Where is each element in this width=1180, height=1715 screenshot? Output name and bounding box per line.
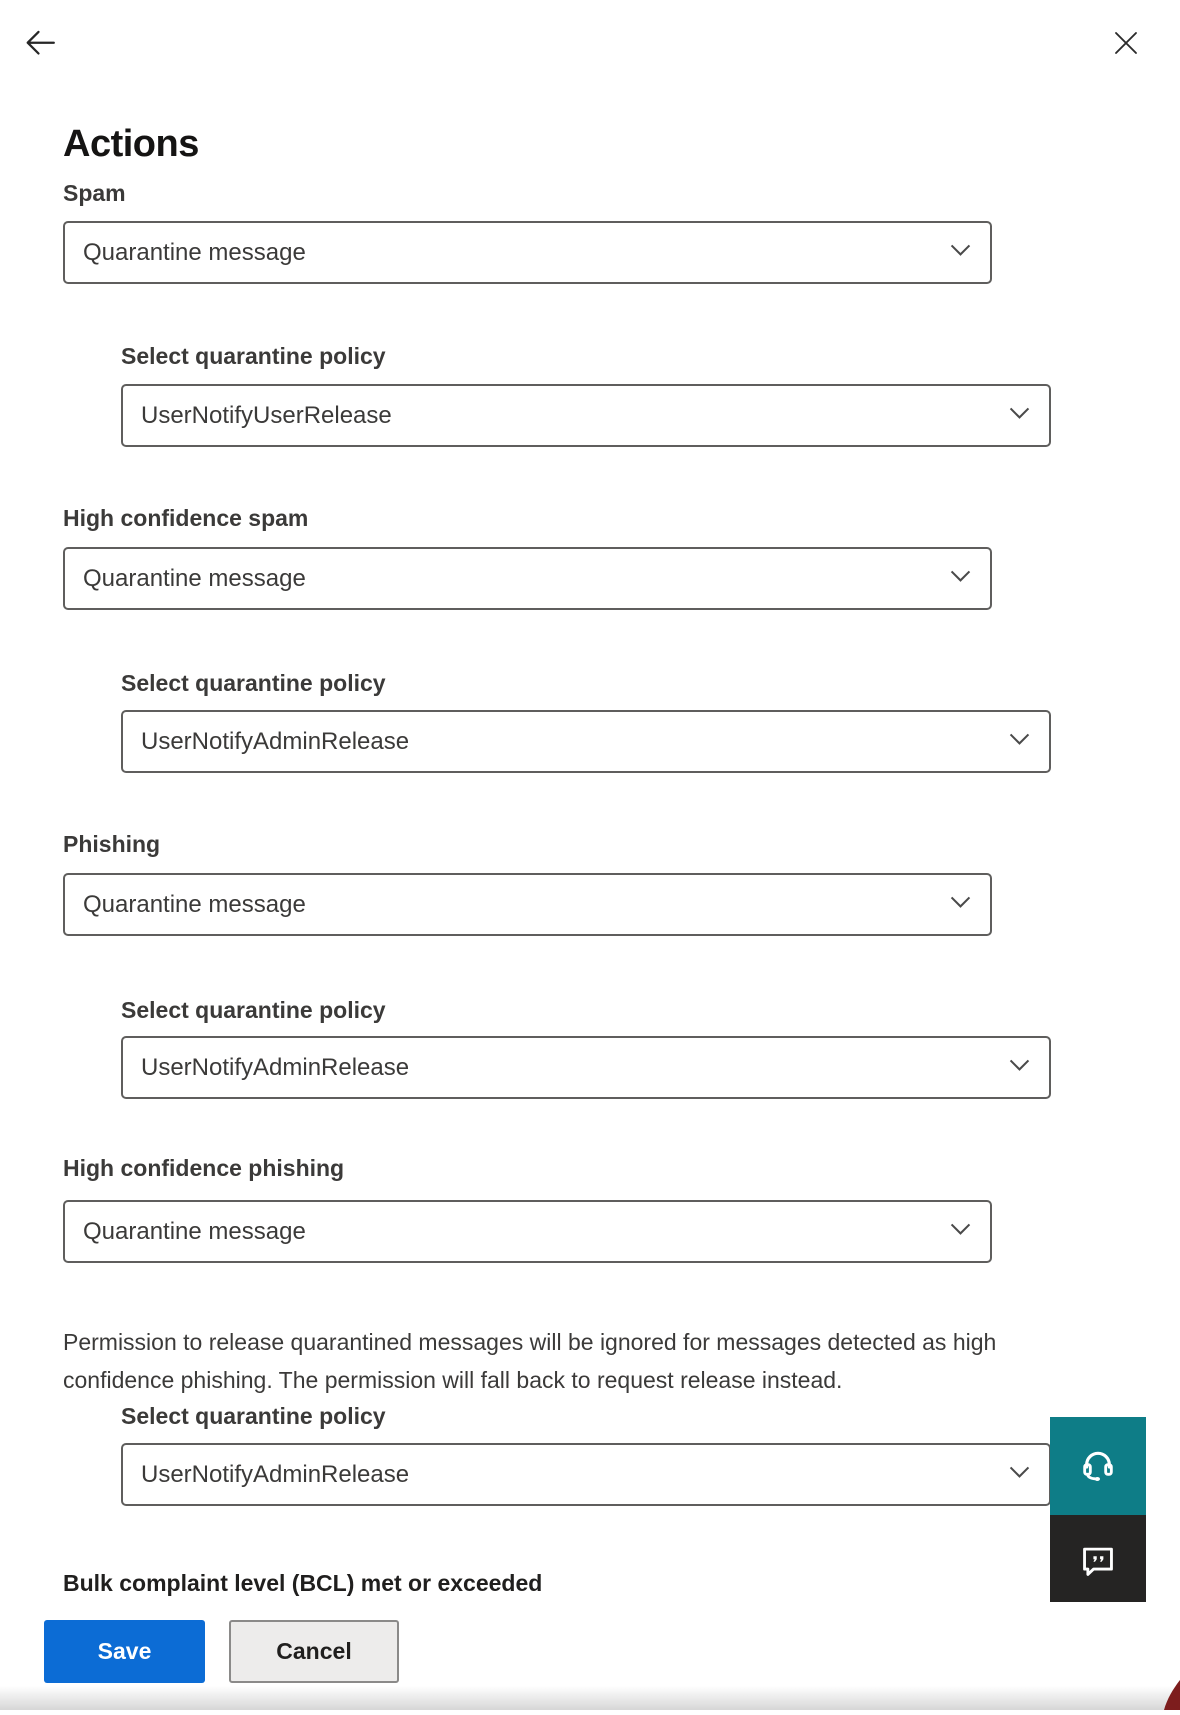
chevron-down-icon (1006, 725, 1033, 759)
feedback-button[interactable] (1050, 1515, 1146, 1610)
selected-value: UserNotifyAdminRelease (141, 1460, 410, 1488)
phishing-quarantine-policy-dropdown[interactable] (121, 1036, 1051, 1099)
high-confidence-spam-action-dropdown[interactable] (63, 547, 992, 610)
hcs-quarantine-policy-dropdown[interactable] (121, 710, 1051, 773)
back-arrow-icon (22, 25, 58, 64)
bcl-section-label: Bulk complaint level (BCL) met or exceeded (63, 1570, 543, 1596)
selected-value: Quarantine message (83, 1217, 306, 1245)
hcs-quarantine-policy-label: Select quarantine policy (121, 670, 386, 696)
chevron-down-icon (1006, 399, 1033, 433)
hcp-quarantine-policy-dropdown[interactable] (121, 1443, 1051, 1506)
chevron-down-icon (947, 236, 974, 270)
page-title: Actions (63, 123, 199, 166)
phishing-action-dropdown[interactable] (63, 873, 992, 936)
selected-value: Quarantine message (83, 238, 306, 266)
headset-icon (1078, 1445, 1118, 1488)
selected-value: Quarantine message (83, 564, 306, 592)
chevron-down-icon (947, 888, 974, 922)
close-button[interactable] (1106, 24, 1146, 64)
spam-quarantine-policy-label: Select quarantine policy (121, 343, 386, 369)
selected-value: UserNotifyUserRelease (141, 401, 392, 429)
selected-value: Quarantine message (83, 890, 306, 918)
phishing-label: Phishing (63, 831, 161, 857)
spam-label: Spam (63, 180, 126, 206)
high-confidence-phishing-label: High confidence phishing (63, 1155, 345, 1181)
footer-bar (0, 1602, 1180, 1710)
cancel-button[interactable]: Cancel (229, 1620, 399, 1683)
high-confidence-spam-label: High confidence spam (63, 505, 309, 531)
chevron-down-icon (1006, 1458, 1033, 1492)
save-button[interactable]: Save (44, 1620, 205, 1683)
high-confidence-phishing-action-dropdown[interactable] (63, 1200, 992, 1263)
back-button[interactable] (20, 24, 60, 64)
chat-icon (1079, 1542, 1117, 1583)
hcp-quarantine-policy-label: Select quarantine policy (121, 1403, 386, 1429)
selected-value: UserNotifyAdminRelease (141, 727, 410, 755)
hcp-permission-note: Permission to release quarantined messages will be ignored for messages detected as high confidence phishing. The permission will fall back to request release instead. (63, 1329, 997, 1393)
spam-quarantine-policy-dropdown[interactable] (121, 384, 1051, 447)
phishing-quarantine-policy-label: Select quarantine policy (121, 997, 386, 1023)
chevron-down-icon (947, 1215, 974, 1249)
chevron-down-icon (947, 562, 974, 596)
close-icon (1110, 27, 1142, 62)
selected-value: UserNotifyAdminRelease (141, 1053, 410, 1081)
spam-action-dropdown[interactable] (63, 221, 992, 284)
chevron-down-icon (1006, 1051, 1033, 1085)
help-button[interactable] (1050, 1417, 1146, 1515)
